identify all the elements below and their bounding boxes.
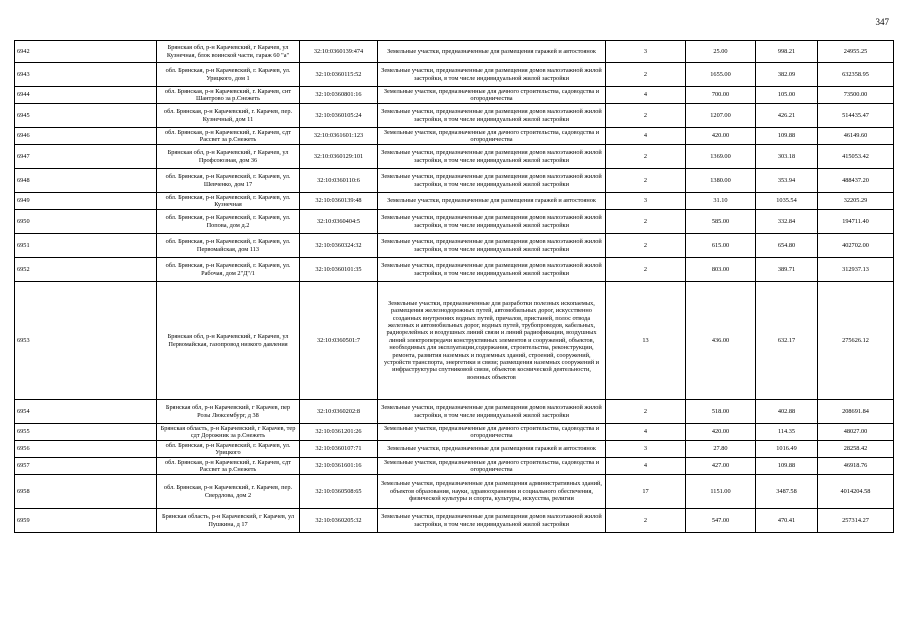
- table-row: [15, 63, 894, 87]
- cadastral-number-cell: 32:10:0360508:65: [300, 475, 378, 509]
- cadastral-number-cell: 32:10:0360205:32: [300, 509, 378, 533]
- unit-value-cell: 332.84: [756, 210, 818, 234]
- use-group-cell: 2: [606, 258, 686, 282]
- page-number: 347: [875, 17, 889, 27]
- cadastral-value-cell: 312937.13: [818, 258, 894, 282]
- area-cell: 1207.00: [686, 104, 756, 128]
- table-row: [15, 258, 894, 282]
- address-cell: Брянская обл, р-н Карачевский, г Карачев, ул Первомайская, газопровод низкого давления: [157, 282, 300, 400]
- row-number: 6953: [15, 282, 157, 400]
- area-cell: 518.00: [686, 400, 756, 424]
- area-cell: 547.00: [686, 509, 756, 533]
- cadastral-value-cell: 4014204.58: [818, 475, 894, 509]
- table-row: [15, 424, 894, 441]
- unit-value-cell: 470.41: [756, 509, 818, 533]
- land-use-cell: Земельные участки, предназначенные для размещения гаражей и автостоянок: [378, 441, 606, 458]
- land-use-cell: Земельные участки, предназначенные для размещения домов малоэтажной жилой застройки, в том числе индивидуальной жилой застройки: [378, 234, 606, 258]
- cadastral-value-cell: 208691.84: [818, 400, 894, 424]
- address-cell: Брянская обл, р-н Карачевский, г Карачев, ул Профсоюзная, дом 36: [157, 145, 300, 169]
- cadastral-number-cell: 32:10:0360101:35: [300, 258, 378, 282]
- land-use-cell: Земельные участки, предназначенные для размещения домов малоэтажной жилой застройки, в том числе индивидуальной жилой застройки: [378, 63, 606, 87]
- use-group-cell: 3: [606, 41, 686, 63]
- cadastral-number-cell: 32:10:0361601:123: [300, 128, 378, 145]
- area-cell: 427.00: [686, 458, 756, 475]
- table-body: [15, 41, 894, 533]
- cadastral-number-cell: 32:10:0360115:52: [300, 63, 378, 87]
- address-cell: обл. Брянская, р-н Карачевский, г. Карачев, сдт Рассвет за р.Снежеть: [157, 128, 300, 145]
- unit-value-cell: 1016.49: [756, 441, 818, 458]
- area-cell: 803.00: [686, 258, 756, 282]
- cadastral-value-cell: 46149.60: [818, 128, 894, 145]
- use-group-cell: 4: [606, 458, 686, 475]
- land-registry-table: [14, 40, 894, 533]
- cadastral-value-cell: 275626.12: [818, 282, 894, 400]
- unit-value-cell: 3487.58: [756, 475, 818, 509]
- area-cell: 25.00: [686, 41, 756, 63]
- unit-value-cell: 303.18: [756, 145, 818, 169]
- land-use-cell: Земельные участки, предназначенные для дачного строительства, садоводства и огородничества: [378, 87, 606, 104]
- cadastral-number-cell: 32:10:0360501:7: [300, 282, 378, 400]
- cadastral-value-cell: 402702.00: [818, 234, 894, 258]
- area-cell: 1655.00: [686, 63, 756, 87]
- row-number: 6944: [15, 87, 157, 104]
- address-cell: обл. Брянская, р-н Карачевский, г. Карачев, снт Шантрово за р.Снежеть: [157, 87, 300, 104]
- cadastral-value-cell: 48027.00: [818, 424, 894, 441]
- use-group-cell: 2: [606, 400, 686, 424]
- unit-value-cell: 382.09: [756, 63, 818, 87]
- cadastral-value-cell: 632358.95: [818, 63, 894, 87]
- table-row: [15, 210, 894, 234]
- unit-value-cell: 353.94: [756, 169, 818, 193]
- address-cell: обл. Брянская, р-н Карачевский, г. Карачев, пер. Свердлова, дом 2: [157, 475, 300, 509]
- cadastral-number-cell: 32:10:0360110:6: [300, 169, 378, 193]
- area-cell: 615.00: [686, 234, 756, 258]
- row-number: 6942: [15, 41, 157, 63]
- area-cell: 1369.00: [686, 145, 756, 169]
- cadastral-number-cell: 32:10:0361601:16: [300, 458, 378, 475]
- cadastral-value-cell: 415053.42: [818, 145, 894, 169]
- cadastral-value-cell: 514435.47: [818, 104, 894, 128]
- area-cell: 1151.00: [686, 475, 756, 509]
- unit-value-cell: 402.88: [756, 400, 818, 424]
- cadastral-number-cell: 32:10:0360139:474: [300, 41, 378, 63]
- table-row: [15, 282, 894, 400]
- address-cell: обл. Брянская, р-н Карачевский, г. Карачев, ул. Попова, дом д.2: [157, 210, 300, 234]
- land-use-cell: Земельные участки, предназначенные для размещения домов малоэтажной жилой застройки, в том числе индивидуальной жилой застройки: [378, 258, 606, 282]
- use-group-cell: 4: [606, 424, 686, 441]
- unit-value-cell: 654.80: [756, 234, 818, 258]
- unit-value-cell: 632.17: [756, 282, 818, 400]
- table-row: [15, 458, 894, 475]
- use-group-cell: 17: [606, 475, 686, 509]
- address-cell: обл. Брянская, р-н Карачевский, г. Карачев, ул. Рабочая, дом 2"Д"/1: [157, 258, 300, 282]
- use-group-cell: 2: [606, 63, 686, 87]
- address-cell: обл. Брянская, р-н Карачевский, г. Карачев, сдт Рассвет за р.Снежеть: [157, 458, 300, 475]
- cadastral-value-cell: 32205.29: [818, 193, 894, 210]
- table-row: [15, 169, 894, 193]
- table-row: [15, 234, 894, 258]
- row-number: 6945: [15, 104, 157, 128]
- area-cell: 700.00: [686, 87, 756, 104]
- cadastral-number-cell: 32:10:0360107:71: [300, 441, 378, 458]
- land-use-cell: Земельные участки, предназначенные для дачного строительства, садоводства и огородничества: [378, 424, 606, 441]
- land-use-cell: Земельные участки, предназначенные для размещения домов малоэтажной жилой застройки, в том числе индивидуальной жилой застройки: [378, 145, 606, 169]
- area-cell: 436.00: [686, 282, 756, 400]
- use-group-cell: 2: [606, 509, 686, 533]
- row-number: 6951: [15, 234, 157, 258]
- address-cell: обл. Брянская, р-н Карачевский, г. Карачев, ул. Урицкого, дом 1: [157, 63, 300, 87]
- use-group-cell: 3: [606, 441, 686, 458]
- address-cell: обл. Брянская, р-н Карачевский, г. Карачев, ул. Шевченко, дом 17: [157, 169, 300, 193]
- area-cell: 420.00: [686, 128, 756, 145]
- cadastral-value-cell: 46918.76: [818, 458, 894, 475]
- land-use-cell: Земельные участки, предназначенные для размещения гаражей и автостоянок: [378, 193, 606, 210]
- address-cell: Брянская обл, р-н Карачевский, г Карачев, ул Кузнечная, блок воинской части, гараж 60 "а": [157, 41, 300, 63]
- address-cell: обл. Брянская, р-н Карачевский, г. Карачев, ул. Кузнечная: [157, 193, 300, 210]
- table-row: [15, 193, 894, 210]
- unit-value-cell: 109.88: [756, 458, 818, 475]
- land-use-cell: Земельные участки, предназначенные для размещения домов малоэтажной жилой застройки, в том числе индивидуальной жилой застройки: [378, 400, 606, 424]
- row-number: 6955: [15, 424, 157, 441]
- unit-value-cell: 426.21: [756, 104, 818, 128]
- table-row: [15, 400, 894, 424]
- use-group-cell: 3: [606, 193, 686, 210]
- cadastral-number-cell: 32:10:0360404:5: [300, 210, 378, 234]
- table-row: [15, 128, 894, 145]
- use-group-cell: 2: [606, 210, 686, 234]
- cadastral-value-cell: 73500.00: [818, 87, 894, 104]
- area-cell: 420.00: [686, 424, 756, 441]
- unit-value-cell: 105.00: [756, 87, 818, 104]
- cadastral-number-cell: 32:10:0361201:26: [300, 424, 378, 441]
- row-number: 6959: [15, 509, 157, 533]
- row-number: 6958: [15, 475, 157, 509]
- table-row: [15, 145, 894, 169]
- cadastral-number-cell: 32:10:0360105:24: [300, 104, 378, 128]
- table-row: [15, 104, 894, 128]
- cadastral-value-cell: 24955.25: [818, 41, 894, 63]
- use-group-cell: 2: [606, 234, 686, 258]
- cadastral-number-cell: 32:10:0360129:101: [300, 145, 378, 169]
- table-row: [15, 41, 894, 63]
- use-group-cell: 2: [606, 104, 686, 128]
- table-row: [15, 475, 894, 509]
- land-use-cell: Земельные участки, предназначенные для дачного строительства, садоводства и огородничества: [378, 458, 606, 475]
- unit-value-cell: 114.35: [756, 424, 818, 441]
- table-row: [15, 87, 894, 104]
- cadastral-value-cell: 28258.42: [818, 441, 894, 458]
- row-number: 6957: [15, 458, 157, 475]
- land-use-cell: Земельные участки, предназначенные для размещения домов малоэтажной жилой застройки, в том числе индивидуальной жилой застройки: [378, 210, 606, 234]
- row-number: 6946: [15, 128, 157, 145]
- cadastral-number-cell: 32:10:0360324:32: [300, 234, 378, 258]
- cadastral-number-cell: 32:10:0360202:8: [300, 400, 378, 424]
- land-use-cell: Земельные участки, предназначенные для размещения административных зданий, объектов образования, науки, здравоохранения и социального обеспечения, физической культуры и спорта, культуры, искусства, религии: [378, 475, 606, 509]
- use-group-cell: 2: [606, 145, 686, 169]
- use-group-cell: 2: [606, 169, 686, 193]
- land-use-cell: Земельные участки, предназначенные для размещения домов малоэтажной жилой застройки, в том числе индивидуальной жилой застройки: [378, 169, 606, 193]
- area-cell: 585.00: [686, 210, 756, 234]
- address-cell: Брянская обл, р-н Карачевский, г Карачев, пер Розы Люксембург, д 38: [157, 400, 300, 424]
- area-cell: 1380.00: [686, 169, 756, 193]
- use-group-cell: 13: [606, 282, 686, 400]
- area-cell: 27.80: [686, 441, 756, 458]
- unit-value-cell: 109.88: [756, 128, 818, 145]
- table-row: [15, 441, 894, 458]
- cadastral-value-cell: 194711.40: [818, 210, 894, 234]
- land-use-cell: Земельные участки, предназначенные для размещения домов малоэтажной жилой застройки, в том числе индивидуальной жилой застройки: [378, 509, 606, 533]
- land-use-cell: Земельные участки, предназначенные для разработки полезных ископаемых, размещения железнодорожных путей, автомобильных дорог, искусственно созданных внутренних водных путей, причалов, пристаней, полос отвода железных и автомобильных дорог, водных путей, трубопроводов, кабельных, радиорелейных и воздушных линий связи и линий радиофикации, воздушных линий электропередачи конструктивных элементов и сооружений, объектов, необходимых для эксплуатации,содержания, строительства, реконструкции, ремонта, развития наземных и подземных зданий, строений, сооружений, устройств транспорта, энергетики и связи; размещения наземных сооружений и инфраструктуры спутниковой связи, объектов космической деятельности, военных объектов: [378, 282, 606, 400]
- row-number: 6943: [15, 63, 157, 87]
- land-use-cell: Земельные участки, предназначенные для размещения домов малоэтажной жилой застройки, в том числе индивидуальной жилой застройки: [378, 104, 606, 128]
- area-cell: 31.10: [686, 193, 756, 210]
- address-cell: обл. Брянская, р-н Карачевский, г. Карачев, ул. Первомайская, дом 113: [157, 234, 300, 258]
- cadastral-value-cell: 488437.20: [818, 169, 894, 193]
- row-number: 6952: [15, 258, 157, 282]
- land-use-cell: Земельные участки, предназначенные для размещения гаражей и автостоянок: [378, 41, 606, 63]
- land-use-cell: Земельные участки, предназначенные для дачного строительства, садоводства и огородничества: [378, 128, 606, 145]
- use-group-cell: 4: [606, 128, 686, 145]
- unit-value-cell: 1035.54: [756, 193, 818, 210]
- cadastral-number-cell: 32:10:0360139:48: [300, 193, 378, 210]
- row-number: 6949: [15, 193, 157, 210]
- use-group-cell: 4: [606, 87, 686, 104]
- table-row: [15, 509, 894, 533]
- unit-value-cell: 389.71: [756, 258, 818, 282]
- row-number: 6947: [15, 145, 157, 169]
- cadastral-value-cell: 257314.27: [818, 509, 894, 533]
- row-number: 6950: [15, 210, 157, 234]
- address-cell: Брянская область, р-н Карачевский, г Карачев, тер сдт Дорожник за р.Снежеть: [157, 424, 300, 441]
- cadastral-number-cell: 32:10:0360801:16: [300, 87, 378, 104]
- row-number: 6954: [15, 400, 157, 424]
- address-cell: обл. Брянская, р-н Карачевский, г. Карачев, ул. Урицкого: [157, 441, 300, 458]
- row-number: 6956: [15, 441, 157, 458]
- unit-value-cell: 998.21: [756, 41, 818, 63]
- address-cell: обл. Брянская, р-н Карачевский, г. Карачев, пер. Кузнечный, дом 11: [157, 104, 300, 128]
- address-cell: Брянская область, р-н Карачевский, г Карачев, ул Пушкина, д 17: [157, 509, 300, 533]
- row-number: 6948: [15, 169, 157, 193]
